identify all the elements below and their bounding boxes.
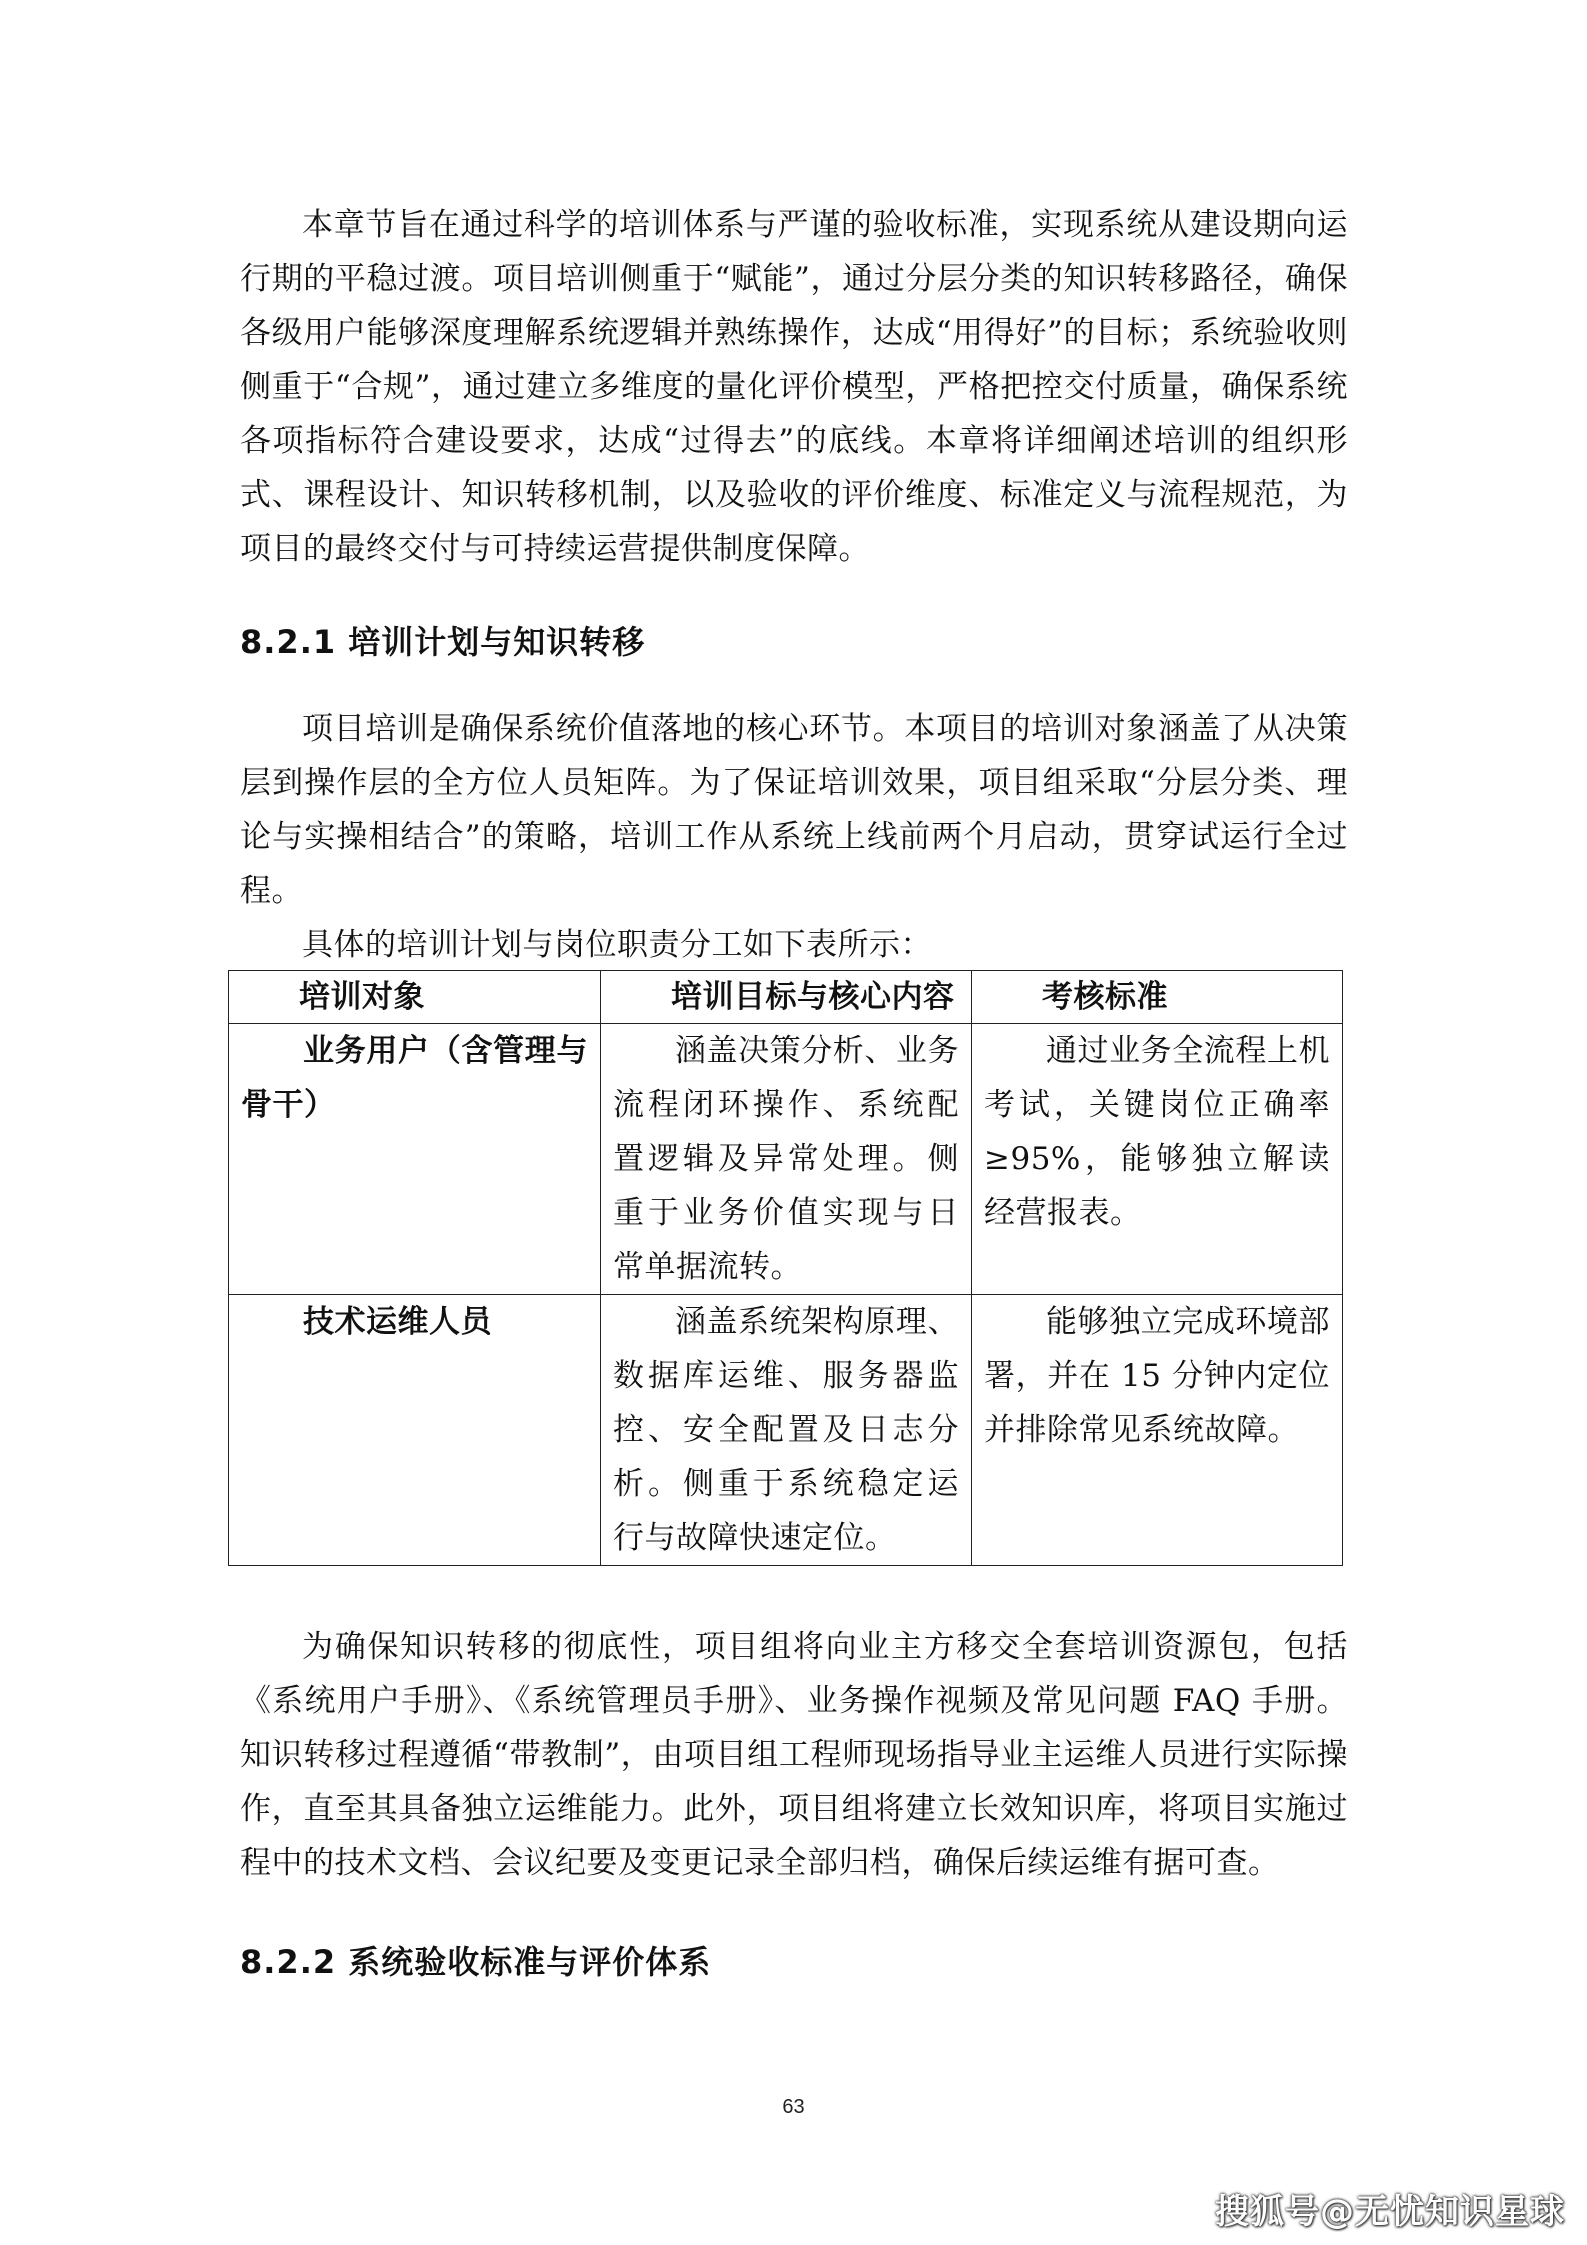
table-header-row (229, 971, 1343, 1024)
training-plan-table (228, 970, 1343, 1566)
watermark: 搜狐号@无忧知识星球 (1215, 2192, 1565, 2232)
knowledge-transfer-paragraph: 为确保知识转移的彻底性，项目组将向业主方移交全套培训资源包，包括《系统用户手册》、《系统管理员手册》、业务操作视频及常见问题 FAQ 手册。知识转移过程遵循“带教制”，由项目组工程师现场指导业主运维人员进行实际操作，直至其具备独立运维能力。此外，项目组将建立长效知识库，将项目实施过程中的技术文档、会议纪要及变更记录全部归档，确保后续运维有据可查。 (240, 1629, 1348, 1881)
table-cell-target: 技术运维人员 (229, 1295, 601, 1566)
section-heading-8-2-1: 8.2.1 培训计划与知识转移 (240, 623, 646, 661)
table-cell-content: 涵盖决策分析、业务流程闭环操作、系统配置逻辑及异常处理。侧重于业务价值实现与日常单据流转。 (601, 1024, 972, 1295)
training-paragraph: 项目培训是确保系统价值落地的核心环节。本项目的培训对象涵盖了从决策层到操作层的全方位人员矩阵。为了保证培训效果，项目组采取“分层分类、理论与实操相结合”的策略，培训工作从系统上线前两个月启动，贯穿试运行全过程。 (240, 711, 1348, 909)
table-row (229, 1295, 1343, 1566)
page-number: 63 (782, 2096, 805, 2118)
table-cell-criteria: 能够独立完成环境部署，并在 15 分钟内定位并排除常见系统故障。 (972, 1295, 1343, 1566)
table-intro-paragraph: 具体的培训计划与岗位职责分工如下表所示： (302, 927, 932, 963)
table-row (229, 1024, 1343, 1295)
table-cell-target: 业务用户（含管理与骨干） (229, 1024, 601, 1295)
section-heading-8-2-2: 8.2.2 系统验收标准与评价体系 (240, 1943, 712, 1981)
table-header-criteria: 考核标准 (972, 971, 1343, 1024)
table-cell-content: 涵盖系统架构原理、数据库运维、服务器监控、安全配置及日志分析。侧重于系统稳定运行与故障快速定位。 (601, 1295, 972, 1566)
table-header-target: 培训对象 (229, 971, 601, 1024)
table-header-content: 培训目标与核心内容 (601, 971, 972, 1024)
table-cell-criteria: 通过业务全流程上机考试，关键岗位正确率≥95%，能够独立解读经营报表。 (972, 1024, 1343, 1295)
intro-paragraph: 本章节旨在通过科学的培训体系与严谨的验收标准，实现系统从建设期向运行期的平稳过渡。项目培训侧重于“赋能”，通过分层分类的知识转移路径，确保各级用户能够深度理解系统逻辑并熟练操作，达成“用得好”的目标；系统验收则侧重于“合规”，通过建立多维度的量化评价模型，严格把控交付质量，确保系统各项指标符合建设要求，达成“过得去”的底线。本章将详细阐述培训的组织形式、课程设计、知识转移机制，以及验收的评价维度、标准定义与流程规范，为项目的最终交付与可持续运营提供制度保障。 (240, 207, 1348, 567)
